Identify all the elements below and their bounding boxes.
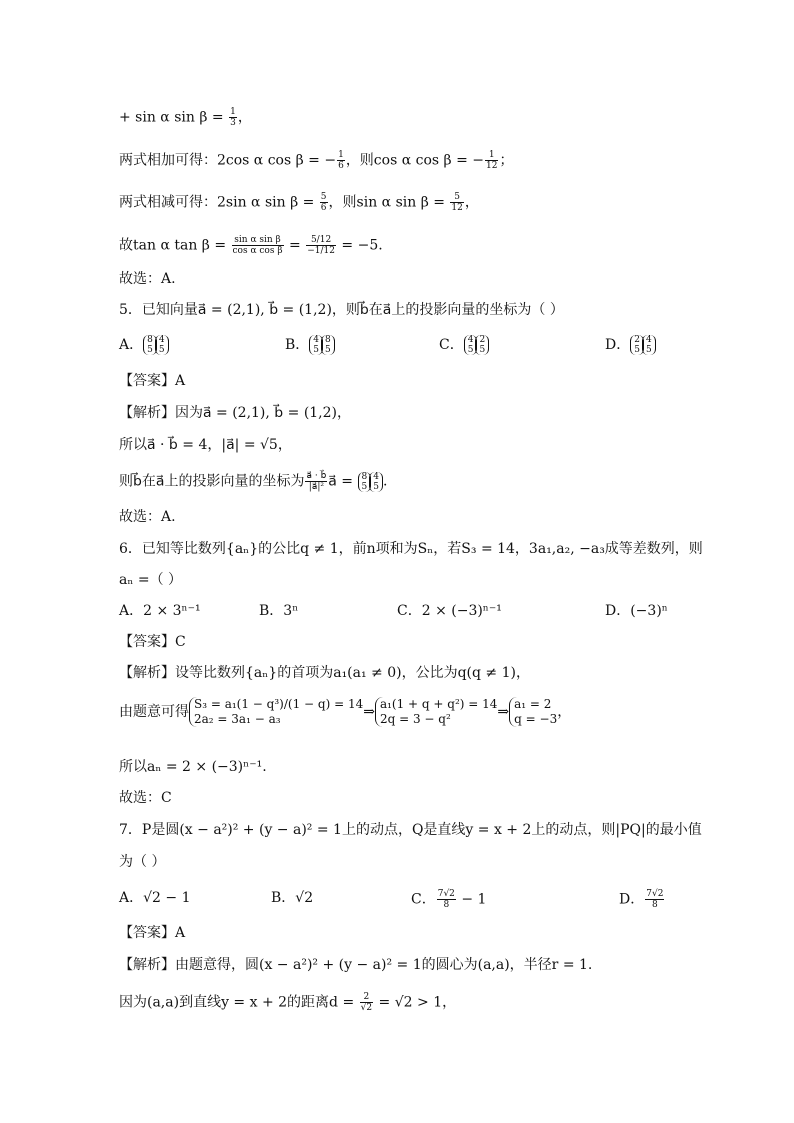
fraction xyxy=(360,992,373,1013)
den: 5 xyxy=(313,345,320,355)
question-5-stem: 5．已知向量a⃗ = (2,1), b⃗ = (1,2)，则b⃗在a⃗上的投影向量的坐标为（ ） xyxy=(119,302,564,318)
answer-label: 【答案】A xyxy=(119,373,186,389)
punct: . xyxy=(382,473,388,490)
text-line: 【解析】设等比数列{aₙ}的首项为a₁(a₁ ≠ 0)，公比为q(q ≠ 1)， xyxy=(119,665,530,681)
num: 8 xyxy=(325,335,331,345)
option-label: D． xyxy=(605,337,631,353)
fraction xyxy=(437,889,456,910)
equation: a₁(1 + q + q²) = 14 xyxy=(379,697,498,711)
option-label: C． xyxy=(439,337,464,353)
formula-text: 因为(a,a)到直线y = x + 2的距离d = xyxy=(119,994,359,1011)
formula-text: + sin α sin β = xyxy=(119,109,229,126)
den: 5 xyxy=(373,481,379,492)
option-d[interactable]: D．(−3)ⁿ xyxy=(605,603,668,619)
numerator: 5/12 xyxy=(306,235,336,246)
text-line xyxy=(119,992,679,1013)
numerator: 7√2 xyxy=(437,889,455,899)
fraction xyxy=(229,107,237,128)
numerator: 5 xyxy=(320,192,327,202)
equation-system xyxy=(509,697,557,727)
formula-text: 由题意可得 xyxy=(119,704,189,720)
vector-value-2 xyxy=(642,335,656,355)
option-a[interactable]: A．2 × 3ⁿ⁻¹ xyxy=(119,603,201,619)
num: 4 xyxy=(373,471,379,482)
equation-system xyxy=(375,697,497,727)
num: 4 xyxy=(467,335,474,345)
question-6-stem-cont: aₙ =（ ） xyxy=(119,572,183,588)
numerator: 5 xyxy=(450,192,463,203)
formula-text: 两式相加可得：2cos α cos β = − xyxy=(119,152,337,169)
punct: ， xyxy=(464,194,479,211)
implies-arrow: ⇒ xyxy=(363,704,375,720)
option-label: A． xyxy=(119,337,144,353)
formula-text: a⃗ = xyxy=(328,473,358,490)
fraction xyxy=(337,150,345,171)
numerator: a⃗ · b⃗ xyxy=(306,471,327,481)
equation: a₁ = 2 xyxy=(514,697,552,711)
fraction xyxy=(450,192,463,213)
equation: q = −3 xyxy=(514,712,558,726)
denominator: 8 xyxy=(651,900,658,910)
text-line xyxy=(119,150,679,171)
numerator: sin α sin β xyxy=(232,235,284,246)
vector-value-2 xyxy=(475,335,489,355)
formula-text: = √2 > 1， xyxy=(374,994,457,1011)
den: 5 xyxy=(634,345,640,355)
text-line xyxy=(119,697,679,727)
fraction xyxy=(320,192,328,213)
option-c[interactable]: C．2 × (−3)ⁿ⁻¹ xyxy=(397,603,502,619)
denominator: 3 xyxy=(230,118,236,128)
vector-value-2 xyxy=(369,472,383,492)
denominator: |a⃗|² xyxy=(308,482,324,492)
den: 5 xyxy=(479,345,486,355)
denominator: 8 xyxy=(443,900,450,910)
denominator: 12 xyxy=(485,161,498,171)
equation: 2q = 3 − q² xyxy=(379,712,451,726)
den: 5 xyxy=(467,345,474,355)
text-line xyxy=(119,107,679,128)
den: 5 xyxy=(325,345,331,355)
text-line: 故选：C xyxy=(119,790,172,806)
equation: 2a₂ = 3a₁ − a₃ xyxy=(194,712,281,726)
option-c[interactable] xyxy=(439,335,489,355)
option-a[interactable] xyxy=(119,335,169,355)
text-line xyxy=(119,235,679,256)
fraction xyxy=(485,150,498,171)
implies-arrow: ⇒ xyxy=(497,704,510,720)
punct: ， xyxy=(237,109,252,126)
text-line: 【解析】由题意得，圆(x − a²)² + (y − a)² = 1的圆心为(a,a)，半径r = 1. xyxy=(119,957,593,973)
numerator: 7√2 xyxy=(646,889,664,899)
question-7-stem-cont: 为（ ） xyxy=(119,854,166,870)
vector-value-2 xyxy=(155,335,169,355)
option-b[interactable]: B．3ⁿ xyxy=(259,603,299,619)
num: 4 xyxy=(313,335,320,345)
option-label: C． xyxy=(411,891,436,908)
text-line: 【解析】因为a⃗ = (2,1), b⃗ = (1,2)， xyxy=(119,405,352,421)
den: 5 xyxy=(361,481,368,492)
vector-value-2 xyxy=(321,335,335,355)
option-label: B． xyxy=(285,337,310,353)
option-c[interactable] xyxy=(411,889,486,910)
denominator: cos α cos β xyxy=(232,246,283,256)
text-line: 所以a⃗ · b⃗ = 4，|a⃗| = √5， xyxy=(119,437,292,453)
denominator: 12 xyxy=(451,203,463,213)
text-line xyxy=(119,192,679,213)
num: 2 xyxy=(479,335,486,345)
num: 2 xyxy=(634,335,640,345)
denominator: 6 xyxy=(338,161,344,171)
punct: ， xyxy=(557,704,572,720)
fraction xyxy=(305,471,327,492)
formula-text: ，则sin α sin β = xyxy=(328,194,450,211)
denominator: −1/12 xyxy=(307,246,335,256)
answer-label: 【答案】C xyxy=(119,634,186,650)
num: 8 xyxy=(361,471,368,482)
den: 5 xyxy=(645,345,652,355)
num: 4 xyxy=(158,335,165,345)
formula-text: = xyxy=(284,237,306,254)
option-d[interactable] xyxy=(605,335,656,355)
option-d[interactable] xyxy=(619,889,665,910)
equation-system xyxy=(189,697,363,727)
fraction xyxy=(306,235,336,256)
denominator: √2 xyxy=(360,1003,373,1013)
formula-text: 则b⃗在a⃗上的投影向量的坐标为 xyxy=(119,473,305,490)
formula-text: ，则cos α cos β = − xyxy=(345,152,484,169)
den: 5 xyxy=(147,345,153,355)
numerator: 1 xyxy=(338,150,344,160)
text-line: 故选：A. xyxy=(119,271,176,287)
numerator: 1 xyxy=(485,150,498,161)
numerator: 2 xyxy=(360,992,373,1003)
denominator: 6 xyxy=(320,203,327,213)
option-b[interactable] xyxy=(285,335,335,355)
numerator: 1 xyxy=(230,107,236,117)
formula-text: = −5. xyxy=(336,237,383,254)
formula-text: 两式相减可得：2sin α sin β = xyxy=(119,194,319,211)
option-a[interactable]: A．√2 − 1 xyxy=(119,890,191,906)
answer-label: 【答案】A xyxy=(119,925,186,941)
den: 5 xyxy=(158,345,165,355)
question-6-stem: 6．已知等比数列{aₙ}的公比q ≠ 1，前n项和为Sₙ，若S₃ = 14，3a₁,a₂, −a₃成等差数列，则 xyxy=(119,541,703,557)
equation: S₃ = a₁(1 − q³)/(1 − q) = 14 xyxy=(194,697,364,711)
fraction xyxy=(645,889,664,910)
option-label: D． xyxy=(619,891,645,908)
text-line xyxy=(119,471,679,492)
num: 4 xyxy=(645,335,652,345)
fraction xyxy=(232,235,284,256)
question-7-stem: 7．P是圆(x − a²)² + (y − a)² = 1上的动点，Q是直线y = x + 2上的动点，则|PQ|的最小值 xyxy=(119,822,702,838)
formula-text: 故tan α tan β = xyxy=(119,237,231,254)
text-line: 故选：A. xyxy=(119,509,176,525)
num: 8 xyxy=(147,335,153,345)
formula-text: − 1 xyxy=(456,891,487,908)
text-line: 所以aₙ = 2 × (−3)ⁿ⁻¹. xyxy=(119,759,267,775)
option-b[interactable]: B．√2 xyxy=(271,890,314,906)
punct: ； xyxy=(499,152,514,169)
